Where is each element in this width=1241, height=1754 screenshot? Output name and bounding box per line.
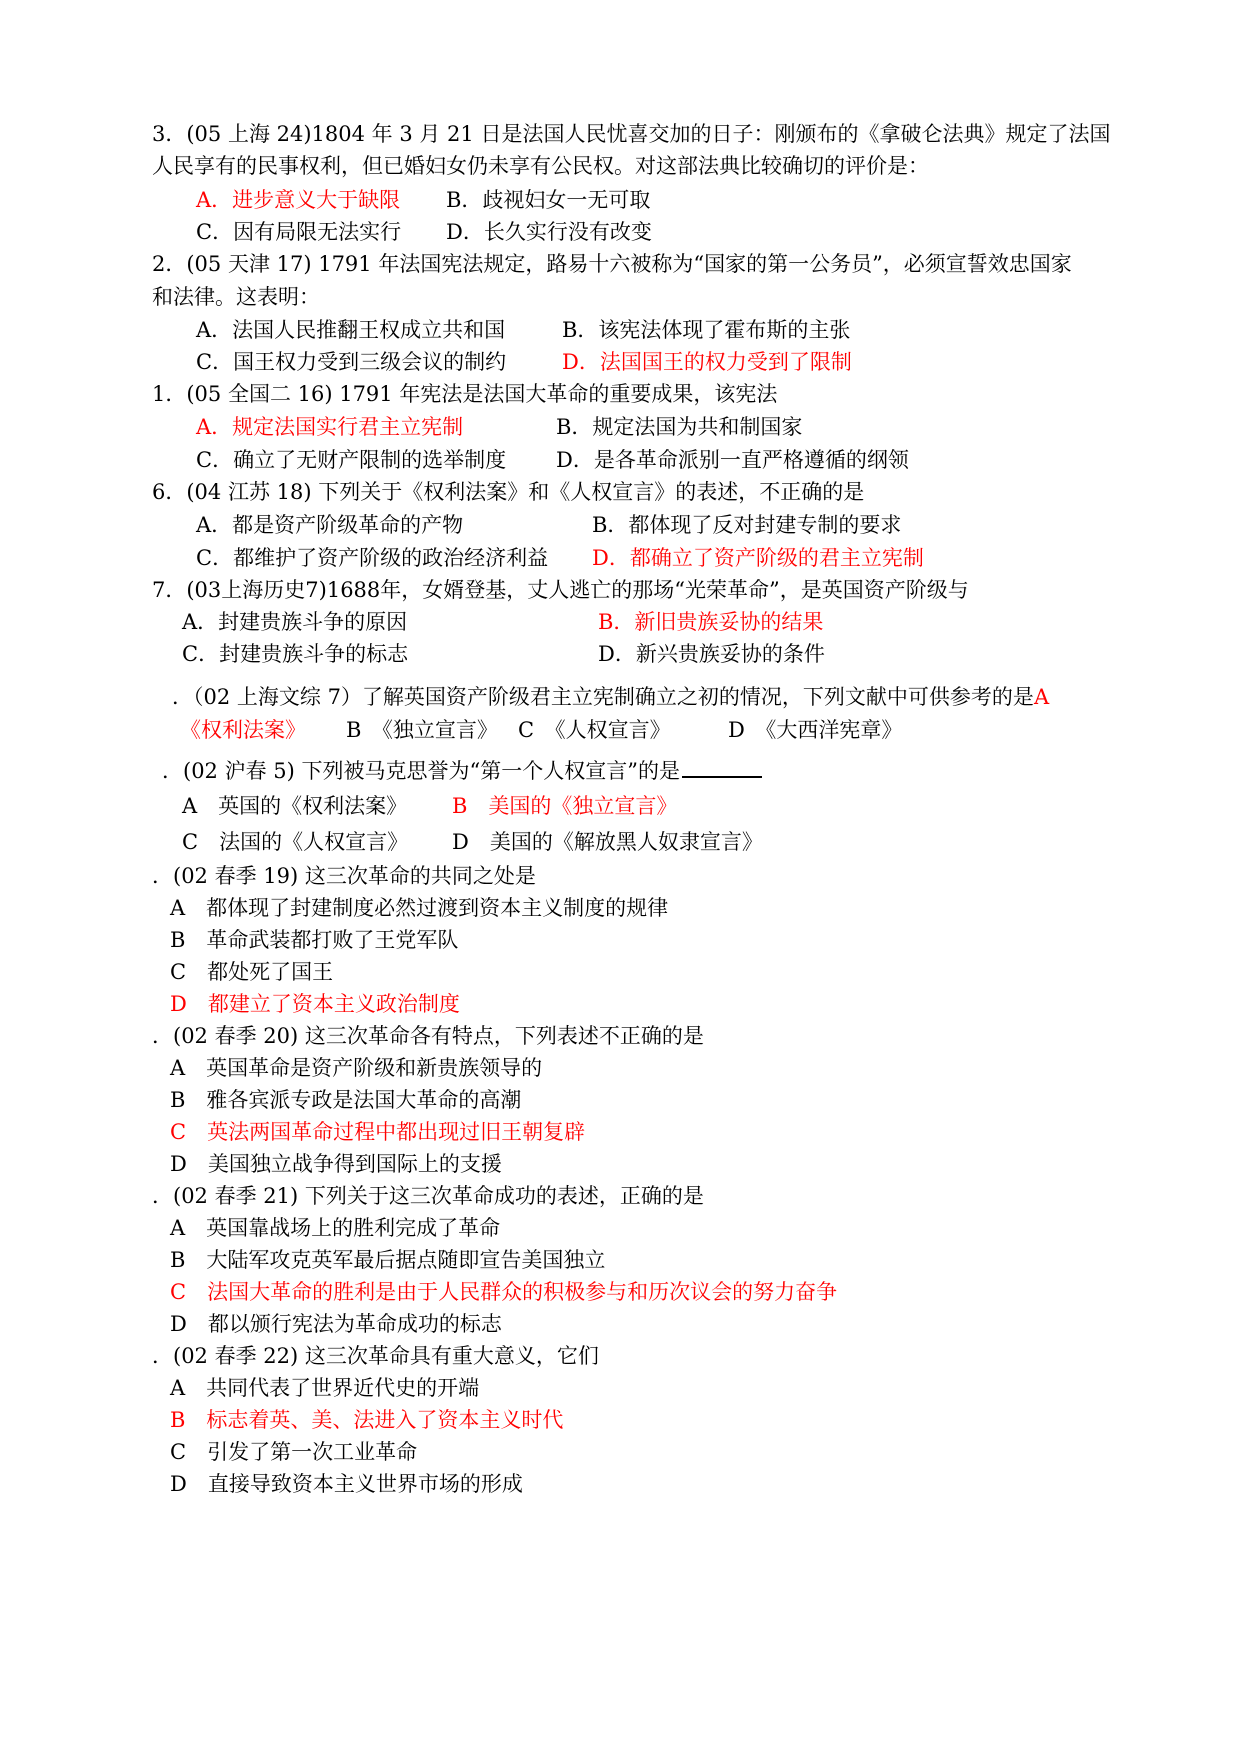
- q3-stem: 1．(05 全国二 16) 1791 年宪法是法国大革命的重要成果，该宪法: [152, 382, 778, 406]
- q2-option-a: A．法国人民推翻王权成立共和国: [196, 318, 506, 342]
- q7-stem-text: ．(02 沪春 5) 下列被马克思誉为“第一个人权宣言”的是: [162, 759, 680, 783]
- q8-option-d-answer: D 都建立了资本主义政治制度: [170, 992, 460, 1016]
- q6-option-d: D 《大西洋宪章》: [728, 718, 903, 742]
- q10-option-c-answer: C 法国大革命的胜利是由于人民群众的积极参与和历次议会的努力奋争: [170, 1280, 838, 1304]
- q4-option-a: A．都是资产阶级革命的产物: [196, 513, 464, 537]
- q6-option-a-answer: 《权利法案》: [180, 718, 306, 742]
- q11-option-c: C 引发了第一次工业革命: [170, 1440, 418, 1464]
- q9-option-c-answer: C 英法两国革命过程中都出现过旧王朝复辟: [170, 1120, 586, 1144]
- q9-option-a: A 英国革命是资产阶级和新贵族领导的: [170, 1056, 543, 1080]
- q5-option-a: A．封建贵族斗争的原因: [182, 610, 408, 634]
- q2-stem-line1: 2．(05 天津 17) 1791 年法国宪法规定，路易十六被称为“国家的第一公务员”，必须宣誓效忠国家: [152, 252, 1072, 276]
- q7-answer-blank: [682, 754, 762, 778]
- q3-option-a-answer: A．规定法国实行君主立宪制: [196, 415, 464, 439]
- q8-option-c: C 都处死了国王: [170, 960, 334, 984]
- q4-option-b: B．都体现了反对封建专制的要求: [592, 513, 902, 537]
- q2-option-c: C．国王权力受到三级会议的制约: [196, 350, 507, 374]
- q11-stem: ．(02 春季 22) 这三次革命具有重大意义，它们: [152, 1344, 599, 1368]
- q6-answer-letter: A: [1033, 685, 1050, 709]
- q6-stem-text: ．（02 上海文综 7）了解英国资产阶级君主立宪制确立之初的情况，下列文献中可供参考的是: [172, 685, 1034, 709]
- q6-stem: [172, 681, 1049, 713]
- q5-option-c: C．封建贵族斗争的标志: [182, 642, 409, 666]
- q2-option-b: B．该宪法体现了霍布斯的主张: [562, 318, 851, 342]
- q1-option-b: B．歧视妇女一无可取: [446, 188, 651, 212]
- q10-stem: ．(02 春季 21) 下列关于这三次革命成功的表述，正确的是: [152, 1184, 704, 1208]
- q7-option-c: C 法国的《人权宣言》: [182, 830, 409, 854]
- q4-option-d-answer: D．都确立了资产阶级的君主立宪制: [592, 546, 924, 570]
- q11-option-b-answer: B 标志着英、美、法进入了资本主义时代: [170, 1408, 564, 1432]
- q4-option-c: C．都维护了资产阶级的政治经济利益: [196, 546, 549, 570]
- q9-stem: ．(02 春季 20) 这三次革命各有特点，下列表述不正确的是: [152, 1024, 704, 1048]
- q6-option-c: C 《人权宣言》: [518, 718, 671, 742]
- q7-option-d: D 美国的《解放黑人奴隶宣言》: [452, 830, 763, 854]
- q1-option-a-answer: A．进步意义大于缺限: [196, 188, 401, 212]
- q4-stem: 6．(04 江苏 18) 下列关于《权利法案》和《人权宣言》的表述，不正确的是: [152, 480, 865, 504]
- q6-option-b: B 《独立宣言》: [346, 718, 498, 742]
- q7-option-b-answer: B 美国的《独立宣言》: [452, 794, 678, 818]
- q10-option-b: B 大陆军攻克英军最后据点随即宣告美国独立: [170, 1248, 606, 1272]
- q10-option-a: A 英国靠战场上的胜利完成了革命: [170, 1216, 501, 1240]
- q10-option-d: D 都以颁行宪法为革命成功的标志: [170, 1312, 502, 1336]
- q9-option-d: D 美国独立战争得到国际上的支援: [170, 1152, 502, 1176]
- q11-option-a: A 共同代表了世界近代史的开端: [170, 1376, 480, 1400]
- q1-stem-line1: 3．(05 上海 24)1804 年 3 月 21 日是法国人民忧喜交加的日子：刚颁布的《拿破仑法典》规定了法国: [152, 122, 1111, 146]
- q1-option-c: C．因有局限无法实行: [196, 220, 402, 244]
- q8-option-a: A 都体现了封建制度必然过渡到资本主义制度的规律: [170, 896, 669, 920]
- q2-stem-line2: 和法律。这表明：: [152, 285, 320, 309]
- q8-stem: ．(02 春季 19) 这三次革命的共同之处是: [152, 864, 536, 888]
- q8-option-b: B 革命武装都打败了王党军队: [170, 928, 459, 952]
- q2-option-d-answer: D．法国国王的权力受到了限制: [562, 350, 852, 374]
- q9-option-b: B 雅各宾派专政是法国大革命的高潮: [170, 1088, 522, 1112]
- q1-stem-line2: 人民享有的民事权利，但已婚妇女仍未享有公民权。对这部法典比较确切的评价是：: [152, 154, 929, 178]
- q5-option-b-answer: B．新旧贵族妥协的结果: [598, 610, 824, 634]
- q3-option-d: D．是各革命派别一直严格遵循的纲领: [556, 448, 909, 472]
- q3-option-c: C．确立了无财产限制的选举制度: [196, 448, 507, 472]
- q7-option-a: A 英国的《权利法案》: [182, 794, 408, 818]
- q7-stem: [162, 754, 762, 786]
- q5-option-d: D．新兴贵族妥协的条件: [598, 642, 825, 666]
- q11-option-d: D 直接导致资本主义世界市场的形成: [170, 1472, 523, 1496]
- q1-option-d: D．长久实行没有改变: [446, 220, 652, 244]
- q3-option-b: B．规定法国为共和制国家: [556, 415, 803, 439]
- q5-stem: 7．(03上海历史7)1688年，女婿登基，丈人逃亡的那场“光荣革命”，是英国资产阶级与: [152, 578, 969, 602]
